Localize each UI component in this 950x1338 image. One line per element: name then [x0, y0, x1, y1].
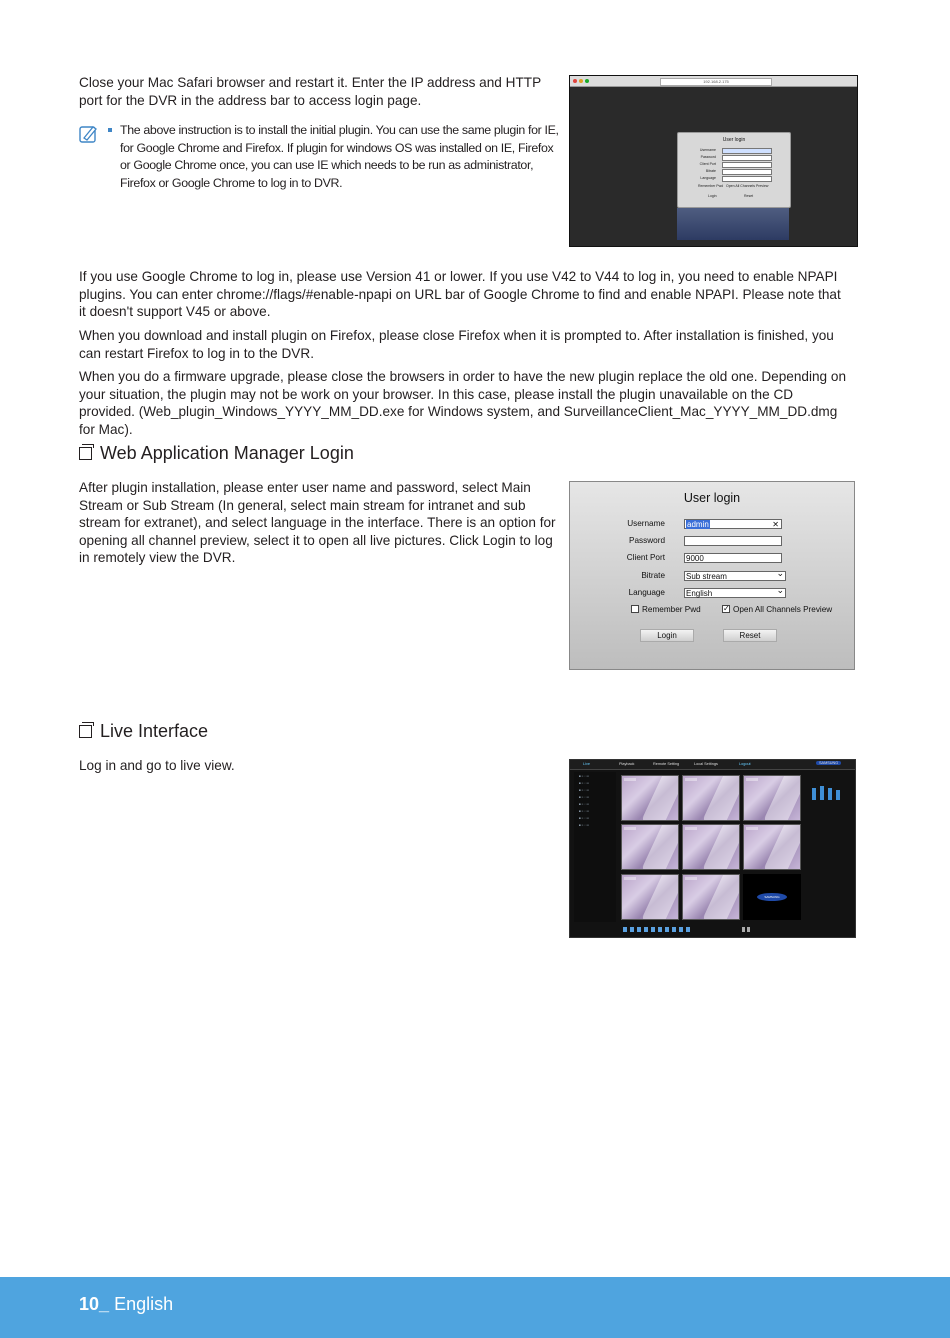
password-label: Password — [629, 536, 665, 545]
username-value: admin — [687, 520, 709, 529]
mini-username-label: Username — [699, 148, 716, 152]
chrome-paragraph: If you use Google Chrome to log in, please use Version 41 or lower. If you use V42 to V44 to log in, you need to enable NPAPI plugins. You can enter chrome://flags/#enable-npapi on URL bar of Google Chrome to find and enable NPAPI. Please note that it doesn't support V45 or above. — [79, 269, 841, 320]
nav-live: Live — [583, 762, 590, 766]
bitrate-label: Bitrate — [641, 571, 665, 580]
camera-tile — [621, 874, 679, 920]
client-port-field[interactable]: 9000 — [684, 553, 782, 563]
login-button[interactable]: Login — [640, 629, 694, 642]
username-field[interactable] — [684, 519, 782, 529]
footer-language: English — [114, 1294, 174, 1314]
note-icon — [79, 124, 99, 144]
camera-tile — [682, 824, 740, 870]
browser-toolbar — [570, 76, 857, 87]
mini-login-dialog — [677, 132, 791, 208]
language-label: Language — [628, 588, 665, 597]
login-heading-text: Web Application Manager Login — [100, 443, 354, 463]
login-dialog-title: User login — [683, 491, 741, 505]
minimize-dot-icon — [579, 79, 583, 83]
mini-login-title: User login — [722, 137, 746, 143]
note-bullet — [108, 128, 112, 132]
samsung-logo: SAMSUNG — [757, 893, 787, 901]
camera-tile — [743, 824, 801, 870]
camera-tile — [621, 775, 679, 821]
firefox-paragraph: When you download and install plugin on Firefox, please close Firefox when it is prompted to. After installation is finished, you can restart Firefox to log in to the DVR. — [79, 328, 834, 361]
channel-list: ■ ▪ ◦◦ ▪▪ ■ ▪ ◦◦ ▪▪ ■ ▪ ◦◦ ▪▪ ■ ▪ ◦◦ ▪▪ ■ ▪ ◦◦ ▪▪ ■ ▪ ◦◦ ▪▪ ■ ▪ ◦◦ ▪▪ ■ ▪ ◦◦ ▪▪ — [574, 772, 616, 922]
mini-reset-button: Reset — [744, 194, 754, 198]
intro-text: Close your Mac Safari browser and restart it. Enter the IP address and HTTP port for the DVR in the address bar to access login page. — [79, 75, 541, 108]
live-nav-bar — [570, 760, 855, 770]
volume-icon — [742, 927, 752, 932]
note-text: The above instruction is to install the initial plugin. You can use the same plugin for IE, for Google Chrome and Firefox. If plugin for windows OS was installed on IE, Firefox or Google Chrome once, you can use IE which needs to be run as administrator, Firefox or Google Chrome to log in to DVR. — [120, 123, 559, 190]
login-section-text: After plugin installation, please enter user name and password, select Main Stream or Sub Stream (In general, select main stream for intranet and sub stream for extranet), and select language in the interface. There is an option for opening all channel preview, select it to open all live pictures. Click Login to log in remotely view the DVR. — [79, 480, 556, 566]
password-field[interactable] — [684, 536, 782, 546]
bitrate-value: Sub stream — [686, 572, 727, 581]
clear-icon[interactable]: ✕ — [772, 520, 779, 529]
logo-tile — [743, 874, 801, 920]
camera-tile — [682, 874, 740, 920]
zoom-dot-icon — [585, 79, 589, 83]
username-label: Username — [627, 519, 665, 528]
user-login-screenshot — [569, 481, 855, 670]
close-dot-icon — [573, 79, 577, 83]
checkbox-bullet-icon — [79, 725, 92, 738]
page-number: 10_ — [79, 1294, 110, 1314]
safari-login-screenshot — [569, 75, 858, 247]
open-all-label: Open All Channels Preview — [733, 605, 833, 614]
mini-login-button: Login — [708, 194, 717, 198]
bottom-toolbar-icons — [623, 927, 693, 932]
mini-dialog-reflection — [677, 208, 789, 240]
mini-password-label: Password — [700, 155, 716, 159]
camera-tile — [682, 775, 740, 821]
camera-tile — [621, 824, 679, 870]
address-bar: 192.168.2.175 — [660, 78, 772, 86]
remember-pwd-checkbox[interactable] — [631, 605, 639, 613]
nav-playback: Playback — [619, 762, 635, 766]
nav-logout: Logout — [739, 762, 751, 766]
live-view-screenshot — [569, 759, 856, 938]
client-port-label: Client Port — [626, 553, 665, 562]
live-heading-text: Live Interface — [100, 721, 209, 741]
language-select[interactable] — [684, 588, 786, 598]
mini-port-label: Client Port — [699, 162, 716, 166]
nav-remote-setting: Remote Setting — [653, 762, 680, 766]
firmware-paragraph: When you do a firmware upgrade, please close the browsers in order to have the new plugin replace the old one. Depending on your situation, the plugin may not be work on your browser. In this case, please install the plugin unavailable on the CD provided. (Web_plugin_Windows_YYYY_MM_DD.exe for Windows system, and SurveillanceClient_Mac_YYYY_MM_DD.dmg for Mac). — [79, 369, 847, 437]
nav-local-settings: Local Settings — [694, 762, 718, 766]
bitrate-select[interactable] — [684, 571, 786, 581]
login-section-heading — [79, 443, 354, 464]
mini-remember-label: Remember Pwd — [698, 184, 724, 188]
mini-open-all-label: Open All Channels Preview — [726, 184, 769, 188]
live-section-heading — [79, 721, 208, 742]
footer-label — [79, 1294, 173, 1315]
camera-tile — [743, 775, 801, 821]
live-section-text: Log in and go to live view. — [79, 758, 235, 773]
reset-button[interactable]: Reset — [723, 629, 777, 642]
mini-bitrate-label: Bitrate — [705, 169, 716, 173]
mini-language-label: Language — [700, 176, 716, 180]
brand-logo: SAMSUNG — [816, 761, 841, 765]
open-all-checkbox[interactable]: ✓ — [723, 604, 730, 613]
language-value: English — [686, 589, 713, 598]
remember-pwd-label: Remember Pwd — [642, 605, 701, 614]
checkbox-bullet-icon — [79, 447, 92, 460]
